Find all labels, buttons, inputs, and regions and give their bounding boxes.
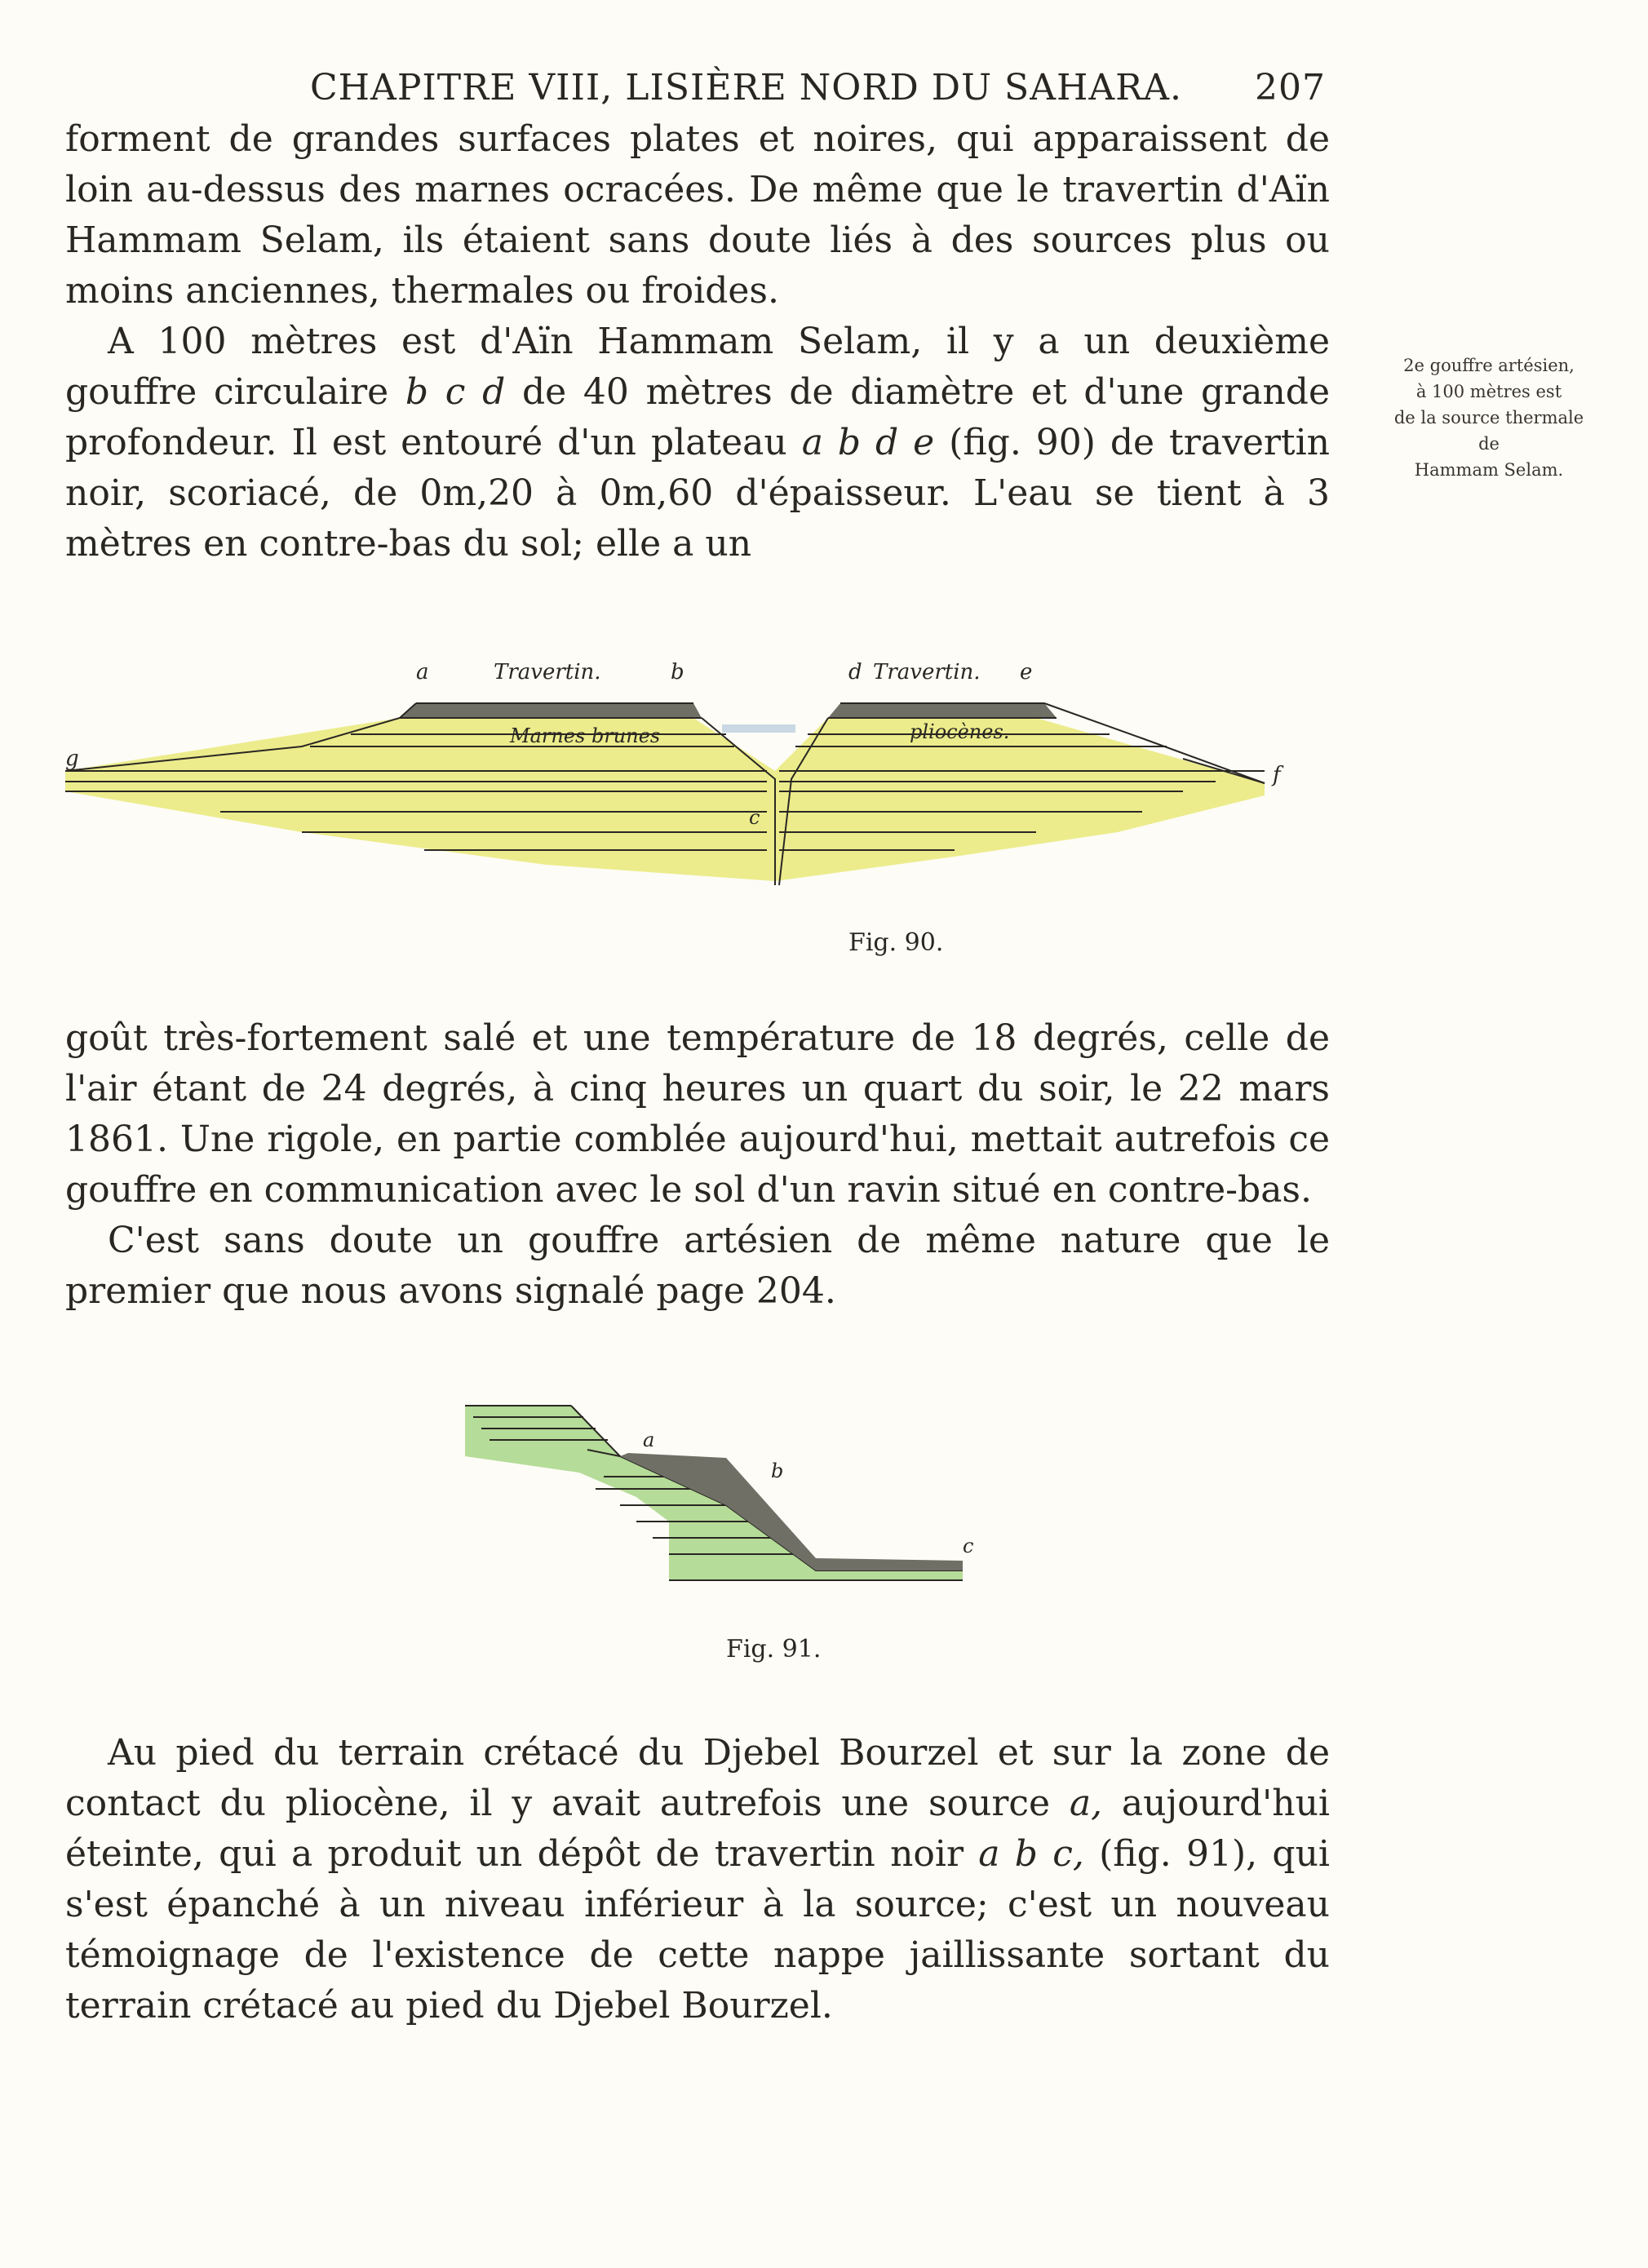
paragraph-middle (65, 1013, 1330, 1317)
label-pliocenes: pliocènes. (910, 720, 1010, 743)
letters-bcd: b c d (405, 371, 506, 413)
paragraph-continuation: forment de grandes surfaces plates et noires, qui apparaissent de loin au-dessus des marnes ocracées. De même que le travertin d'Aïn Hammam Selam, ils étaient sans doute liés à des sources plus ou moins anciennes, thermales ou froides. (65, 118, 1330, 312)
marl-layer-left (65, 718, 775, 881)
paragraph-djebel-text: Au pied du terrain crétacé du Djebel Bourzel et sur la zone de contact du pliocène, il y avait autrefois une source (65, 1732, 1330, 1824)
page-header (65, 67, 1326, 116)
travertin-crust-left (400, 703, 702, 718)
letters-abde: a b d e (801, 422, 935, 463)
paragraph-temperature: goût très-fortement salé et une température de 18 degrés, celle de l'air étant de 24 degrés, à cinq heures un quart du soir, le 22 mars 1861. Une rigole, en partie comblée aujourd'hui, mettait autrefois ce gouffre en communication avec le sol d'un ravin situé en contre-bas. (65, 1017, 1330, 1211)
margin-note-line: 2e gouffre artésien, (1403, 356, 1575, 375)
figure-90-section (57, 636, 1330, 914)
paragraph-artesian: C'est sans doute un gouffre artésien de même nature que le premier que nous avons signalé page 204. (65, 1220, 1330, 1312)
paragraph-djebel-text-2: aujourd'hui éteinte, qui a produit un dépôt de travertin noir (65, 1783, 1330, 1875)
margin-note-line: de (1478, 434, 1500, 454)
label-b-91: b (771, 1460, 784, 1482)
label-f: f (1273, 763, 1281, 787)
figure-91-caption: Fig. 91. (726, 1635, 822, 1663)
label-a-91: a (643, 1429, 655, 1451)
figure-91-section (432, 1399, 987, 1595)
page-number: 207 (1255, 67, 1326, 109)
letters-abc: a b c, (978, 1833, 1084, 1875)
marl-layer-right (775, 718, 1265, 881)
label-e: e (1020, 660, 1033, 684)
margin-note (1354, 352, 1624, 483)
figure-90-caption: Fig. 90. (848, 928, 944, 957)
margin-note-line: à 100 mètres est (1415, 382, 1562, 401)
label-c-91: c (963, 1535, 974, 1557)
label-marnes-brunes: Marnes brunes (510, 724, 661, 747)
letter-a: a, (1069, 1783, 1103, 1824)
paragraph-djebel-text-3: (fig. 91), qui s'est épanché à un niveau inférieur à la source; c'est un nouveau témoignage de l'existence de cette nappe jaillissante sortant du terrain crétacé au pied du Djebel Bourzel. (65, 1833, 1330, 2027)
label-d: d (848, 660, 862, 684)
label-b: b (671, 660, 684, 684)
label-c: c (749, 806, 760, 829)
label-travertin-right: Travertin. (873, 660, 981, 684)
paragraph-gouffre-text-2: de 40 mètres de diamètre et d'une grande profondeur. Il est entouré d'un plateau (65, 371, 1330, 463)
label-a: a (416, 660, 429, 684)
margin-note-line: Hammam Selam. (1414, 460, 1564, 480)
water-level (722, 724, 795, 733)
travertin-crust-right (828, 703, 1057, 718)
paragraph-gouffre-text: A 100 mètres est d'Aïn Hammam Selam, il y a un deuxième gouffre circulaire (65, 321, 1330, 413)
paragraph-gouffre-text-3: (fig. 90) de travertin noir, scoriacé, de 0m,20 à 0m,60 d'épaisseur. L'eau se tient à 3 mètres en contre-bas du sol; elle a un (65, 422, 1331, 565)
margin-note-line: de la source thermale (1393, 408, 1584, 427)
chapter-title: CHAPITRE VIII, LISIÈRE NORD DU SAHARA. (310, 67, 1183, 109)
label-travertin-left: Travertin. (494, 660, 601, 684)
label-g: g (65, 746, 79, 771)
paragraph-top (65, 114, 1330, 569)
paragraph-bottom (65, 1728, 1330, 2031)
